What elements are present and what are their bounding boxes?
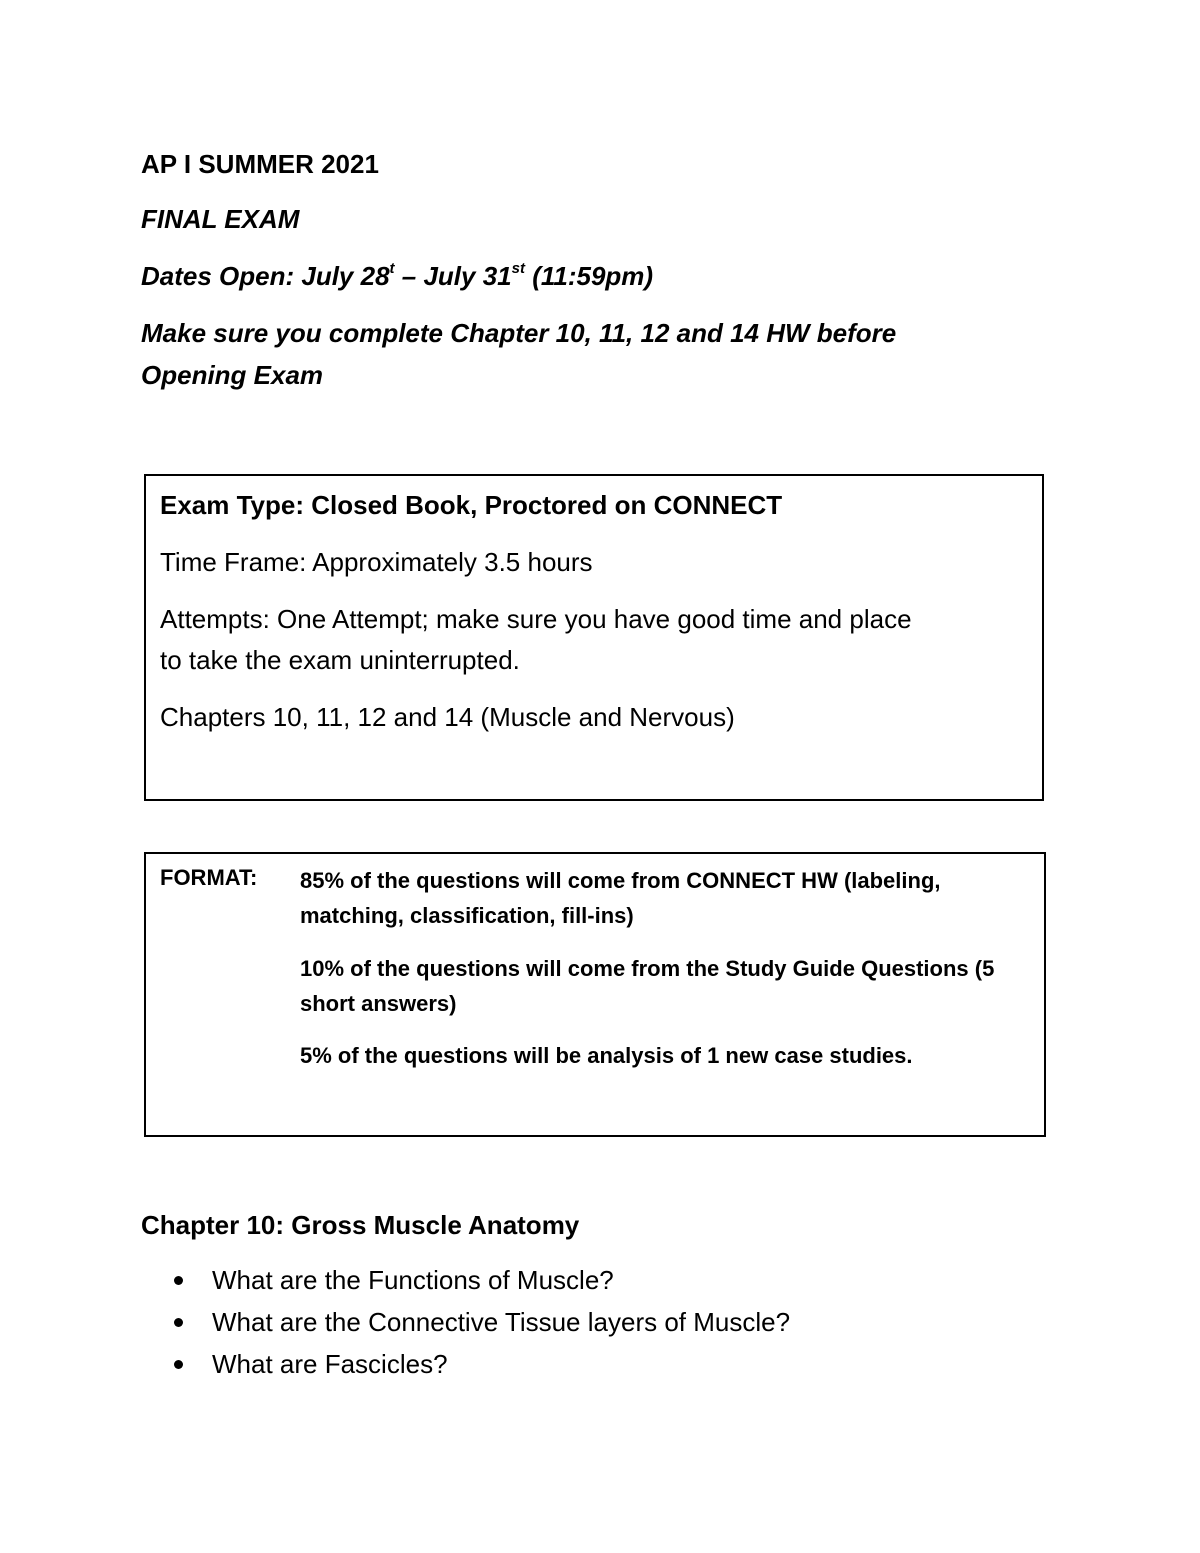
bullet-icon — [174, 1276, 183, 1285]
chapter-10-question-list — [141, 1259, 790, 1385]
question-text: What are Fascicles? — [212, 1349, 448, 1379]
format-item-1: 85% of the questions will come from CONNECT HW (labeling, matching, classification, fill-ins) — [300, 868, 941, 928]
bullet-icon — [174, 1318, 183, 1327]
time-frame: Time Frame: Approximately 3.5 hours — [160, 547, 593, 577]
chapters-covered: Chapters 10, 11, 12 and 14 (Muscle and Nervous) — [160, 702, 735, 732]
format-box — [144, 852, 1046, 1137]
instruction-line-1: Make sure you complete Chapter 10, 11, 12 and 14 HW before — [141, 318, 897, 348]
format-label: FORMAT: — [160, 865, 258, 890]
exam-name: FINAL EXAM — [141, 204, 300, 234]
attempts-line-2: to take the exam uninterrupted. — [160, 645, 520, 675]
list-item — [141, 1301, 790, 1343]
dates-middle: – July 31 — [394, 261, 512, 291]
format-item-2: 10% of the questions will come from the Study Guide Questions (5 short answers) — [300, 956, 995, 1016]
dates-superscript-2: st — [511, 260, 525, 278]
question-text: What are the Connective Tissue layers of Muscle? — [212, 1307, 791, 1337]
list-item — [141, 1259, 790, 1301]
chapter-10-heading: Chapter 10: Gross Muscle Anatomy — [141, 1210, 580, 1240]
course-title: AP I SUMMER 2021 — [141, 149, 379, 179]
instruction-line-2: Opening Exam — [141, 360, 324, 390]
exam-info-box — [144, 474, 1044, 801]
bullet-icon — [174, 1360, 183, 1369]
attempts-line-1: Attempts: One Attempt; make sure you have good time and place — [160, 604, 912, 634]
dates-prefix: Dates Open: July 28 — [141, 261, 390, 291]
dates-suffix: (11:59pm) — [524, 261, 654, 291]
list-item — [141, 1343, 790, 1385]
dates-superscript-1: t — [389, 260, 395, 278]
question-text: What are the Functions of Muscle? — [212, 1265, 614, 1295]
format-item-3: 5% of the questions will be analysis of 1 new case studies. — [300, 1043, 913, 1068]
exam-dates — [141, 255, 653, 297]
exam-type: Exam Type: Closed Book, Proctored on CONNECT — [160, 490, 783, 520]
